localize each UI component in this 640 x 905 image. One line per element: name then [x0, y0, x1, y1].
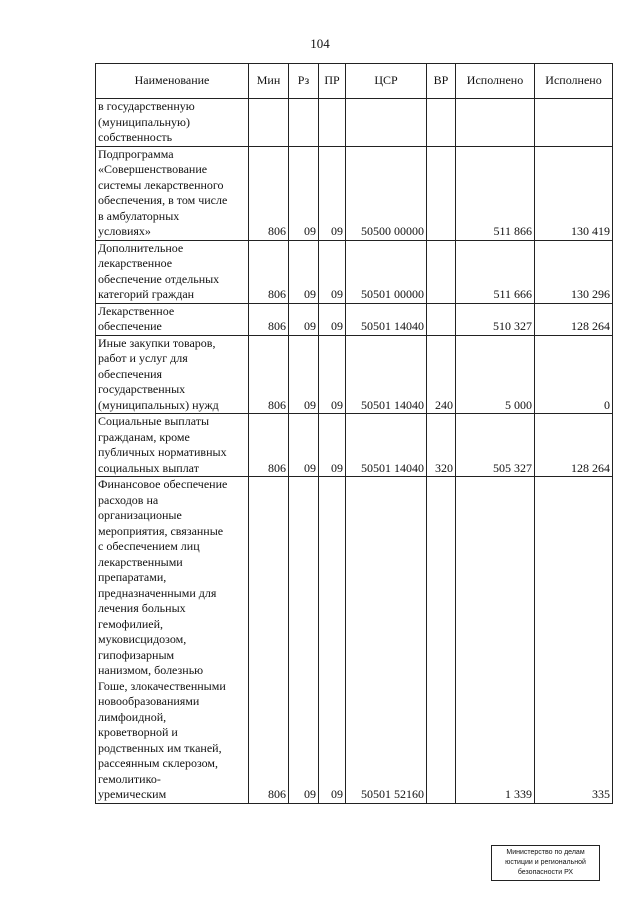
cell-rz: 09: [289, 335, 319, 414]
cell-pr: 09: [319, 335, 346, 414]
cell-executed-1: 5 000: [456, 335, 535, 414]
cell-pr: 09: [319, 303, 346, 335]
budget-table: [95, 63, 613, 804]
cell-min: 806: [249, 303, 289, 335]
cell-min: 806: [249, 146, 289, 240]
column-header-name: Наименование: [96, 64, 249, 99]
table-row: [96, 240, 613, 303]
cell-name: Лекарственное обеспечение: [96, 303, 249, 335]
cell-executed-2: 130 296: [535, 240, 613, 303]
cell-vr: [427, 477, 456, 804]
cell-min: 806: [249, 477, 289, 804]
table-row: [96, 414, 613, 477]
cell-executed-1: 511 866: [456, 146, 535, 240]
cell-min: 806: [249, 335, 289, 414]
column-header-rz: Рз: [289, 64, 319, 99]
cell-pr: 09: [319, 146, 346, 240]
cell-rz: 09: [289, 414, 319, 477]
cell-rz: [289, 99, 319, 147]
cell-pr: 09: [319, 477, 346, 804]
cell-executed-1: [456, 99, 535, 147]
cell-vr: [427, 146, 456, 240]
table-row: [96, 99, 613, 147]
cell-csr: 50501 00000: [346, 240, 427, 303]
cell-executed-1: 510 327: [456, 303, 535, 335]
cell-executed-1: 1 339: [456, 477, 535, 804]
cell-vr: [427, 240, 456, 303]
cell-executed-2: 128 264: [535, 303, 613, 335]
cell-vr: [427, 99, 456, 147]
ministry-stamp: Министерство по делам юстиции и региональной безопасности РХ: [491, 845, 600, 881]
cell-vr: [427, 303, 456, 335]
cell-pr: 09: [319, 240, 346, 303]
cell-min: 806: [249, 414, 289, 477]
cell-executed-1: 505 327: [456, 414, 535, 477]
cell-vr: 320: [427, 414, 456, 477]
cell-csr: 50501 14040: [346, 414, 427, 477]
page-number: 104: [310, 36, 330, 51]
cell-csr: 50501 14040: [346, 303, 427, 335]
column-header-pr: ПР: [319, 64, 346, 99]
cell-pr: 09: [319, 414, 346, 477]
cell-csr: [346, 99, 427, 147]
cell-executed-1: 511 666: [456, 240, 535, 303]
cell-min: 806: [249, 240, 289, 303]
cell-name: Подпрограмма «Совершенствование системы лекарственного обеспечения, в том числе в амбулаторных условиях»: [96, 146, 249, 240]
cell-rz: 09: [289, 303, 319, 335]
table-header-row: [96, 64, 613, 99]
table-row: [96, 477, 613, 804]
cell-rz: 09: [289, 477, 319, 804]
cell-vr: 240: [427, 335, 456, 414]
cell-pr: [319, 99, 346, 147]
column-header-vr: ВР: [427, 64, 456, 99]
cell-csr: 50500 00000: [346, 146, 427, 240]
table-row: [96, 146, 613, 240]
cell-executed-2: 130 419: [535, 146, 613, 240]
cell-executed-2: 335: [535, 477, 613, 804]
cell-executed-2: 0: [535, 335, 613, 414]
column-header-executed-1: Исполнено: [456, 64, 535, 99]
cell-min: [249, 99, 289, 147]
cell-name: Социальные выплаты гражданам, кроме публичных нормативных социальных выплат: [96, 414, 249, 477]
cell-name: в государственную (муниципальную) собственность: [96, 99, 249, 147]
cell-csr: 50501 52160: [346, 477, 427, 804]
cell-rz: 09: [289, 240, 319, 303]
cell-name: Дополнительное лекарственное обеспечение отдельных категорий граждан: [96, 240, 249, 303]
table-row: [96, 303, 613, 335]
cell-executed-2: [535, 99, 613, 147]
cell-name: Финансовое обеспечение расходов на организационые мероприятия, связанные с обеспечением лиц лекарственными препаратами, предназначенными для лечения больных гемофилией, муковисцидозом, гипофизарным нанизмом, болезнью Гоше, злокачественными новообразованиями лимфоидной, кроветворной и родственных им тканей, рассеянным склерозом, гемолитико- уремическим: [96, 477, 249, 804]
table-row: [96, 335, 613, 414]
cell-executed-2: 128 264: [535, 414, 613, 477]
cell-csr: 50501 14040: [346, 335, 427, 414]
cell-name: Иные закупки товаров, работ и услуг для обеспечения государственных (муниципальных) нужд: [96, 335, 249, 414]
column-header-csr: ЦСР: [346, 64, 427, 99]
cell-rz: 09: [289, 146, 319, 240]
column-header-min: Мин: [249, 64, 289, 99]
column-header-executed-2: Исполнено: [535, 64, 613, 99]
